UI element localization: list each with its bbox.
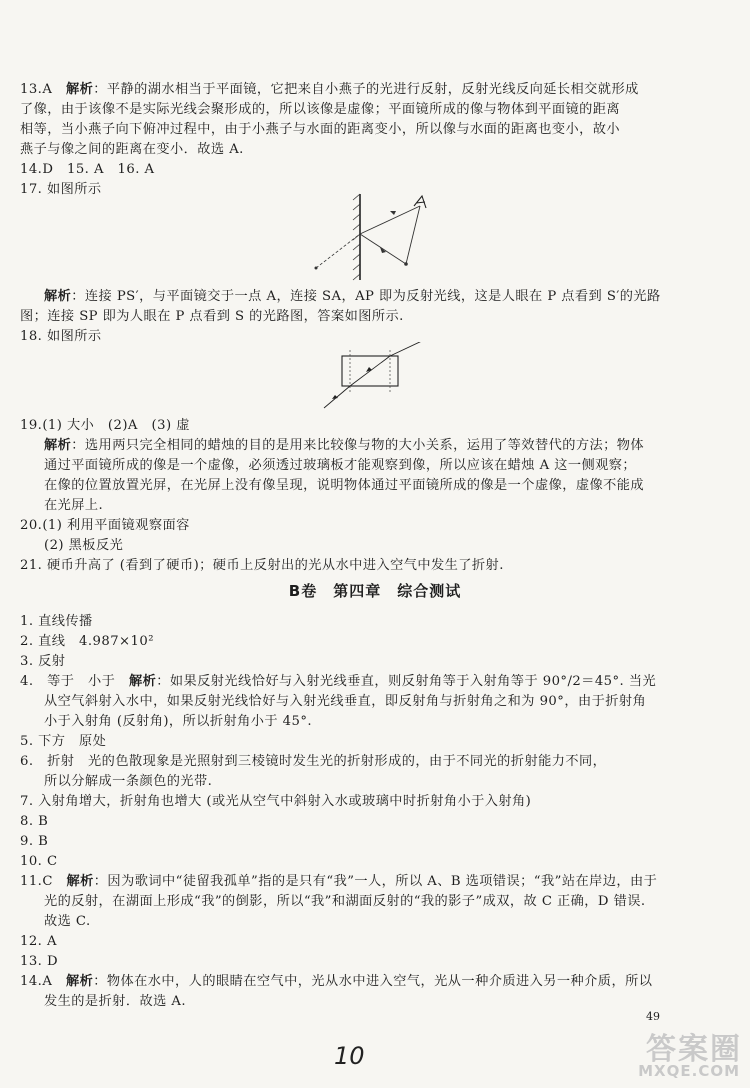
- answer-17-label: 17. 如图所示: [20, 182, 102, 197]
- reflected-ray-line: [360, 206, 420, 234]
- figure-18-glass-slab-diagram: [320, 342, 430, 412]
- answer-13-line-2: 了像，由于该像不是实际光线会聚形成的，所以该像是虚像；平面镜所成的像与物体到平面镜的距离: [20, 102, 621, 117]
- page-number: 49: [646, 1010, 660, 1023]
- answer-17-analysis-1: 解析：连接 PS′，与平面镜交于一点 A，连接 SA，AP 即为反射光线，这是人眼在 P 点看到 S′的光路: [44, 289, 661, 304]
- b-answer-9: 9. B: [20, 834, 49, 849]
- refracted-ray-line: [350, 356, 390, 386]
- b-answer-11-line-3: 故选 C.: [44, 914, 91, 929]
- b-answer-2: 2. 直线 4.987×10²: [20, 634, 154, 649]
- b-answer-14-line-2: 发生的是折射．故选 A.: [44, 994, 186, 1009]
- b-answer-12: 12. A: [20, 934, 57, 949]
- answer-19-analysis-1: 解析：选用两只完全相同的蜡烛的目的是用来比较像与物的大小关系，运用了等效替代的方法；物体: [44, 438, 645, 453]
- b-answer-11-line-2: 光的反射，在湖面上形成“我”的倒影，所以“我”和湖面反射的“我的影子”成双，故 C 正确，D 错误.: [44, 894, 646, 909]
- b-answer-8: 8. B: [20, 814, 49, 829]
- answer-13-line-1: 13.A 解析：平静的湖水相当于平面镜，它把来自小燕子的光进行反射，反射光线反向延长相交就形成: [20, 82, 639, 97]
- answer-20-1: 20.(1) 利用平面镜观察面容: [20, 518, 190, 533]
- b-answer-6-line-2: 所以分解成一条颜色的光带.: [44, 774, 213, 789]
- b-answer-1: 1. 直线传播: [20, 614, 93, 629]
- point-dot: [315, 267, 318, 270]
- answer-18-label: 18. 如图所示: [20, 329, 102, 344]
- incident-ray-line: [360, 234, 406, 264]
- answer-17-analysis-2: 图；连接 SP 即为人眼在 P 点看到 S 的光路图，答案如图所示.: [20, 309, 404, 324]
- b-answer-13: 13. D: [20, 954, 58, 969]
- answer-19: 19.(1) 大小 (2)A (3) 虚: [20, 418, 190, 433]
- b-answer-10: 10. C: [20, 854, 58, 869]
- emergent-ray-line: [390, 342, 424, 356]
- b-answer-4-line-3: 小于入射角 (反射角)，所以折射角小于 45°.: [44, 714, 313, 729]
- b-answer-5: 5. 下方 原处: [20, 734, 107, 749]
- answer-14-16: 14.D 15. A 16. A: [20, 162, 155, 177]
- answer-13-line-3: 相等，当小燕子向下俯冲过程中，由于小燕子与水面的距离变小，所以像与水面的距离也变小，故小: [20, 122, 621, 137]
- arrow-marker: [390, 211, 396, 215]
- b-answer-14-line-1: 14.A 解析：物体在水中，人的眼睛在空气中，光从水中进入空气，光从一种介质进入另一种介质，所以: [20, 974, 653, 989]
- section-title: B卷 第四章 综合测试: [288, 582, 462, 600]
- answer-13-line-4: 燕子与像之间的距离在变小．故选 A.: [20, 142, 244, 157]
- site-watermark: [588, 1024, 748, 1086]
- b-answer-6-line-1: 6. 折射 光的色散现象是光照射到三棱镜时发生光的折射形成的，由于不同光的折射能力不同，: [20, 754, 607, 769]
- answer-19-analysis-2: 通过平面镜所成的像是一个虚像，必须透过玻璃板才能观察到像，所以应该在蜡烛 A 这一侧观察；: [44, 458, 637, 473]
- watermark-url: MXQE.COM: [638, 1062, 740, 1080]
- handwritten-note: 10: [334, 1042, 365, 1070]
- b-answer-4-line-2: 从空气斜射入水中，如果反射光线恰好与入射光线垂直，即反射角与折射角之和为 90°，由于折射角: [44, 694, 647, 709]
- answer-21: 21. 硬币升高了 (看到了硬币)；硬币上反射出的光从水中进入空气中发生了折射.: [20, 558, 504, 573]
- b-answer-7: 7. 入射角增大，折射角也增大 (或光从空气中斜射入水或玻璃中时折射角小于入射角): [20, 794, 532, 809]
- answer-19-analysis-4: 在光屏上.: [44, 498, 104, 513]
- answer-19-analysis-3: 在像的位置放置光屏，在光屏上没有像呈现，说明物体通过平面镜所成的像是一个虚像，虚像不能成: [44, 478, 645, 493]
- b-answer-11-line-1: 11.C 解析：因为歌词中“徒留我孤单”指的是只有“我”一人，所以 A、B 选项错误；“我”站在岸边，由于: [20, 874, 658, 889]
- b-answer-3: 3. 反射: [20, 654, 66, 669]
- watermark-logo-text: 答案圈: [646, 1032, 742, 1067]
- figure-17-mirror-diagram: [300, 190, 450, 282]
- answer-20-2: (2) 黑板反光: [44, 538, 124, 553]
- direct-ray-line: [406, 206, 420, 264]
- b-answer-4-line-1: 4. 等于 小于 解析：如果反射光线恰好与入射光线垂直，则反射角等于入射角等于 90°/2＝45°. 当光: [20, 674, 657, 689]
- point-dot: [404, 262, 408, 266]
- virtual-ray-line: [316, 234, 360, 268]
